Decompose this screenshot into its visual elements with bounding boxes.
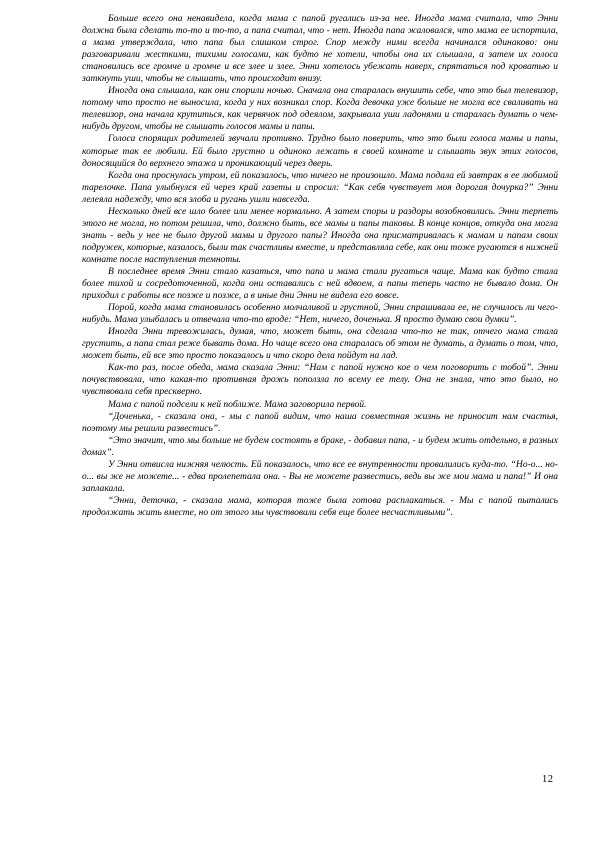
paragraph: Голоса спорящих родителей звучали противно. Трудно было поверить, что это были голоса мамы и папы, которые так ее любили. Ей было грустно и одиноко лежать в своей комнате и слышать звук этих голосов, доносящийся до верхнего этажа и проникающий через дверь. [82,133,558,169]
paragraph: Когда она проснулась утром, ей показалось, что ничего не произошло. Мама подала ей завтрак в ее любимой тарелочке. Папа улыбнулся ей через край газеты и спросил: “Как себя чувствует моя дорогая дочурка?” Энни лелеяла надежду, что вся злоба и ругань ушли навсегда. [82,169,558,205]
paragraph: Больше всего она ненавидела, когда мама с папой ругались из-за нее. Иногда мама считала, что Энни должна была сделать то-то и то-то, а папа считал, что - нет. Иногда папа жаловался, что мама ее испортила, а мама утверждала, что папа был слишком строг. Спор между ними всегда начинался одинаково: они разговаривали жесткими, тихими голосами, как будто не хотели, чтобы она их слышала, а затем их голоса становились все громче и громче и все злее и злее. Энни хотелось убежать наверх, спрятаться под кроватью и заткнуть уши, чтобы не слышать, что происходит внизу. [82,13,558,85]
page-number: 12 [542,774,554,785]
paragraph: Иногда Энни тревожилась, думая, что, может быть, она сделала что-то не так, отчего мама стала грустить, а папа стал реже бывать дома. Но чаще всего она старалась об этом не думать, а думать о том, что, может быть, ей все это просто показалось и что скоро дела пойдут на лад. [82,326,558,362]
paragraph: Порой, когда мама становилась особенно молчаливой и грустной, Энни спрашивала ее, не случилось ли чего-нибудь. Мама улыбалась и отвечала что-то вроде: “Нет, ничего, доченька. Я просто думаю свои думки”. [82,302,558,326]
paragraph: “Это значит, что мы больше не будем состоять в браке, - добавил папа, - и будем жить отдельно, в разных домах”. [82,434,558,458]
paragraph: Иногда она слышала, как они спорили ночью. Сначала она старалась внушить себе, что это был телевизор, потому что просто не выносила, когда у них возникал спор. Когда девочка уже больше не могла все сваливать на телевизор, она начала крутиться, как червячок под одеялом, закрывала уши ладонями и старалась думать о чем-нибудь другом, чтобы не слышать голосов мамы и папы. [82,85,558,133]
paragraph: “Энни, деточка, - сказала мама, которая тоже была готова расплакаться. - Мы с папой пытались продолжать жить вместе, но от этого мы чувствовали себя еще более несчастливыми”. [82,494,558,518]
paragraph: У Энни отвисла нижняя челюсть. Ей показалось, что все ее внутренности провалились куда-то. “Но-о... но-о... вы же не можете... - едва пролепетала она. - Вы не можете развестись, ведь вы же мои мама и папа!” И она заплакала. [82,458,558,494]
paragraph: В последнее время Энни стало казаться, что папа и мама стали ругаться чаще. Мама как будто стала более тихой и сосредоточенной, когда они оставались с ней вдвоем, а папы теперь часто не бывало дома. Он приходил с работы все позже и позже, а в иные дни Энни не видела его вовсе. [82,265,558,302]
paragraph: Несколько дней все шло более или менее нормально. А затем споры и раздоры возобновились. Энни терпеть этого не могла, но потом решила, что, должно быть, все мамы и папы таковы. В конце концов, откуда она могла знать - ведь у нее не было другой мамы и другого папы? Иногда она присматривалась к мамам и папам своих подружек, которые, казалось, были так счастливы вместе, и представляла себе, как они тоже ругаются в нижней комнате после наступления темноты. [82,205,558,265]
paragraph: “Доченька, - сказала она, - мы с папой видим, что наша совместная жизнь не приносит нам счастья, поэтому мы решили развестись”. [82,410,558,434]
paragraph: Как-то раз, после обеда, мама сказала Энни: “Нам с папой нужно кое о чем поговорить с тобой”. Энни почувствовала, что какая-то противная дрожь поползла по всему ее телу. Она не знала, что это было, но чувствовала себя прескверно. [82,362,558,398]
document-body [82,13,558,519]
paragraph: Мама с папой подсели к ней поближе. Мама заговорила первой. [108,398,367,410]
